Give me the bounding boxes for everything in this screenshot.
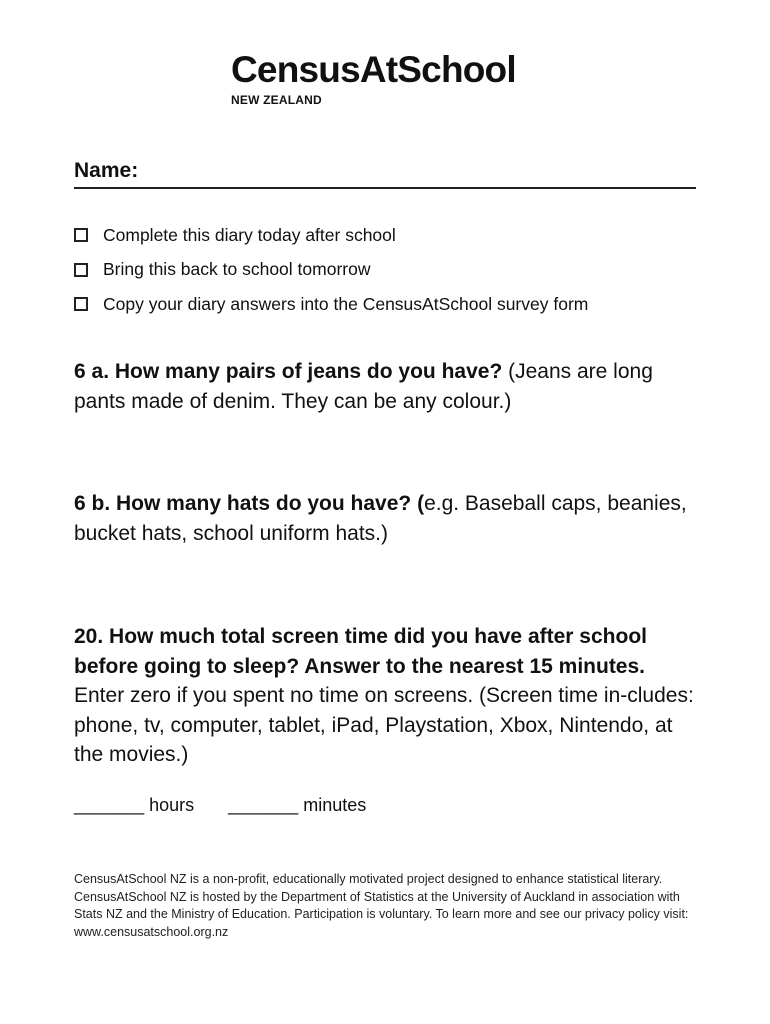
checklist-item-label: Copy your diary answers into the CensusAtSchool survey form — [103, 293, 589, 314]
checklist-item[interactable] — [74, 253, 714, 288]
name-field[interactable] — [74, 157, 696, 189]
checkbox[interactable] — [74, 228, 88, 242]
minutes-label: minutes — [303, 795, 367, 815]
question-20-text: Enter zero if you spent no time on screens. (Screen time in-cludes: phone, tv, computer, tablet, iPad, Playstation, Xbox, Nintendo, at the movies.) — [74, 684, 694, 766]
checkbox[interactable] — [74, 263, 88, 277]
question-6a — [74, 357, 699, 416]
question-6b — [74, 489, 699, 548]
question-6b-title: 6 b. How many hats do you have? ( — [74, 492, 425, 515]
logo-title: CensusAtSchool — [231, 49, 516, 90]
question-6a-text: (Jeans are long pants made of denim. They can be any colour.) — [74, 360, 653, 413]
question-20-title: 20. How much total screen time did you have after school before going to sleep? Answer to the nearest 15 minutes. — [74, 625, 647, 678]
hours-label: hours — [149, 795, 195, 815]
checklist-item-label: Complete this diary today after school — [103, 224, 396, 245]
footer-note: CensusAtSchool NZ is a non-profit, educationally motivated project designed to enhance statistical literary. CensusAtSchool NZ is hosted by the Department of Statistics at the University of Auckland in association with Stats NZ and the Ministry of Education. Participation is voluntary. To learn more and see our privacy policy visit: www.censusatschool.org.nz — [74, 872, 689, 940]
checklist — [74, 218, 714, 322]
question-6a-title: 6 a. How many pairs of jeans do you have? — [74, 360, 503, 383]
name-label: Name: — [74, 159, 139, 182]
logo-subtitle: NEW ZEALAND — [231, 93, 322, 107]
logo — [231, 50, 516, 107]
question-6b-text: e.g. Baseball caps, beanies, bucket hats, school uniform hats.) — [74, 492, 687, 545]
question-20 — [74, 622, 699, 770]
checklist-item-label: Bring this back to school tomorrow — [103, 259, 371, 280]
checklist-item[interactable] — [74, 218, 714, 253]
minutes-blank[interactable]: _______ — [228, 795, 299, 815]
hours-blank[interactable]: _______ — [74, 795, 145, 815]
checklist-item[interactable] — [74, 287, 714, 322]
checkbox[interactable] — [74, 297, 88, 311]
screen-time-answer — [74, 793, 366, 817]
